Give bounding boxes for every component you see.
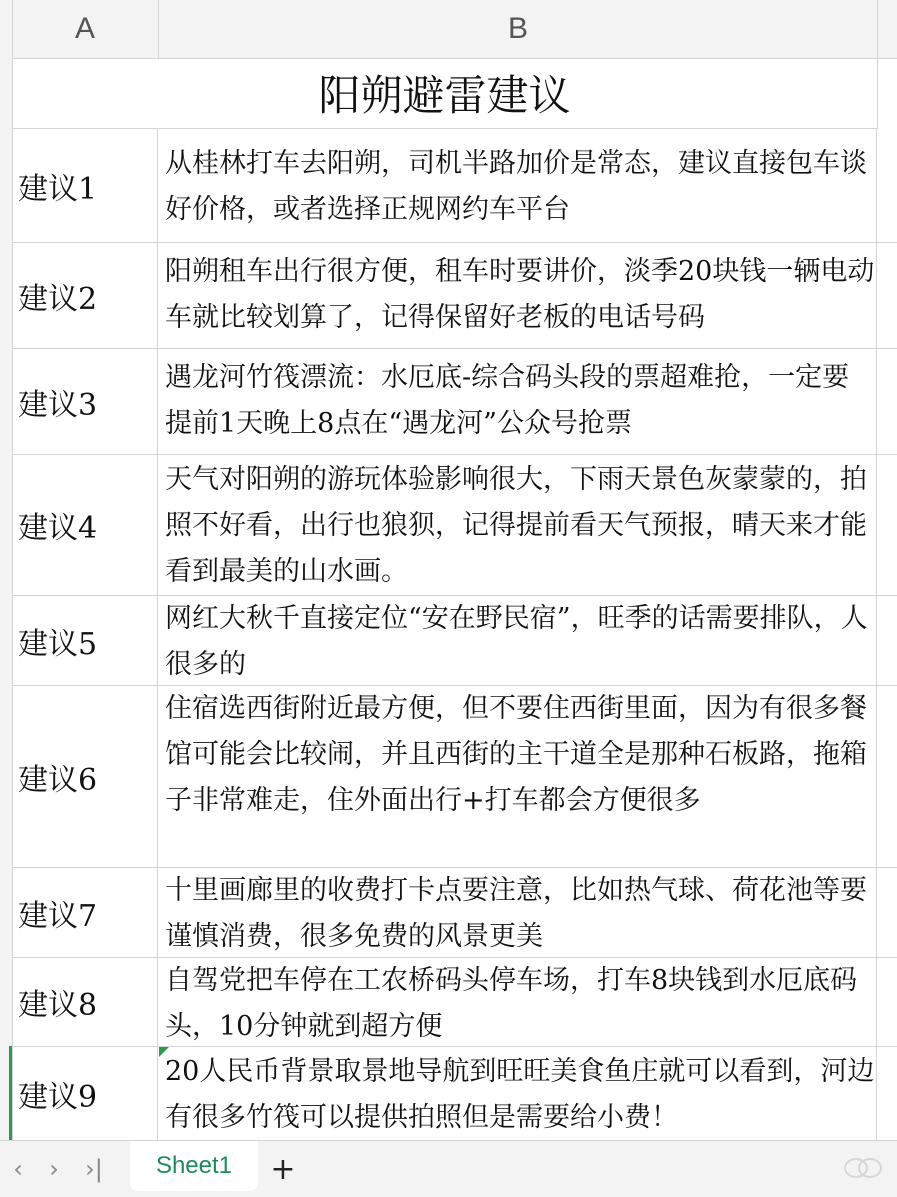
- label-cell[interactable]: 建议4: [12, 455, 158, 595]
- watermark-icon: [843, 1155, 883, 1181]
- empty-cell[interactable]: [878, 1047, 897, 1140]
- empty-cell[interactable]: [878, 868, 897, 957]
- label-cell[interactable]: 建议7: [12, 868, 158, 957]
- column-header-a[interactable]: A: [12, 0, 159, 58]
- content-cell[interactable]: 网红大秋千直接定位“安在野民宿”，旺季的话需要排队，人很多的: [159, 596, 877, 685]
- table-row: [12, 868, 897, 958]
- empty-cell[interactable]: [878, 243, 897, 348]
- table-row: [12, 686, 897, 868]
- title-cell[interactable]: 阳朔避雷建议: [12, 58, 878, 129]
- empty-cell[interactable]: [878, 958, 897, 1046]
- content-cell[interactable]: 自驾党把车停在工农桥码头停车场，打车8块钱到水厄底码头，10分钟就到超方便: [159, 958, 877, 1046]
- content-cell-selected[interactable]: [159, 1047, 877, 1140]
- content-cell[interactable]: 阳朔租车出行很方便，租车时要讲价，淡季20块钱一辆电动车就比较划算了，记得保留好老板的电话号码: [159, 243, 877, 348]
- label-cell[interactable]: 建议8: [12, 958, 158, 1046]
- last-sheet-button[interactable]: ›|: [85, 1155, 103, 1183]
- table-row: [12, 1047, 897, 1140]
- content-cell[interactable]: 从桂林打车去阳朔，司机半路加价是常态，建议直接包车谈好价格，或者选择正规网约车平台: [159, 129, 877, 242]
- empty-cell[interactable]: [878, 455, 897, 595]
- column-header-b[interactable]: B: [159, 0, 878, 58]
- empty-cell[interactable]: [878, 596, 897, 685]
- prev-sheet-button[interactable]: ‹: [13, 1155, 23, 1183]
- label-cell[interactable]: 建议6: [12, 686, 158, 867]
- label-cell[interactable]: 建议1: [12, 129, 158, 242]
- content-cell[interactable]: 天气对阳朔的游玩体验影响很大，下雨天景色灰蒙蒙的，拍照不好看，出行也狼狈，记得提前看天气预报，晴天来才能看到最美的山水画。: [159, 455, 877, 595]
- cell-comment-marker: [159, 1047, 169, 1057]
- content-cell[interactable]: 住宿选西街附近最方便，但不要住西街里面，因为有很多餐馆可能会比较闹，并且西街的主干道全是那种石板路，拖箱子非常难走，住外面出行+打车都会方便很多: [159, 686, 877, 867]
- content-cell-text: 20人民币背景取景地导航到旺旺美食鱼庄就可以看到，河边有很多竹筏可以提供拍照但是需要给小费！: [165, 1056, 875, 1133]
- label-cell[interactable]: 建议5: [12, 596, 158, 685]
- table-row: [12, 455, 897, 596]
- content-cell[interactable]: 遇龙河竹筏漂流：水厄底-综合码头段的票超难抢，一定要提前1天晚上8点在“遇龙河”公众号抢票: [159, 349, 877, 454]
- add-sheet-button[interactable]: +: [270, 1151, 296, 1187]
- empty-cell[interactable]: [878, 349, 897, 454]
- label-cell[interactable]: 建议9: [12, 1047, 158, 1140]
- empty-cell[interactable]: [878, 686, 897, 867]
- label-cell[interactable]: 建议2: [12, 243, 158, 348]
- next-sheet-button[interactable]: ›: [49, 1155, 59, 1183]
- content-cell[interactable]: 十里画廊里的收费打卡点要注意，比如热气球、荷花池等要谨慎消费，很多免费的风景更美: [159, 868, 877, 957]
- sheet-tab-bar: [0, 1140, 897, 1197]
- sheet-tab-sheet1[interactable]: Sheet1: [130, 1141, 258, 1191]
- label-cell[interactable]: 建议3: [12, 349, 158, 454]
- table-row: [12, 243, 897, 349]
- column-header-bar: [0, 0, 897, 59]
- table-row: [12, 129, 897, 243]
- table-row: [12, 349, 897, 455]
- table-row: [12, 596, 897, 686]
- table-row: [12, 958, 897, 1047]
- empty-cell[interactable]: [878, 129, 897, 242]
